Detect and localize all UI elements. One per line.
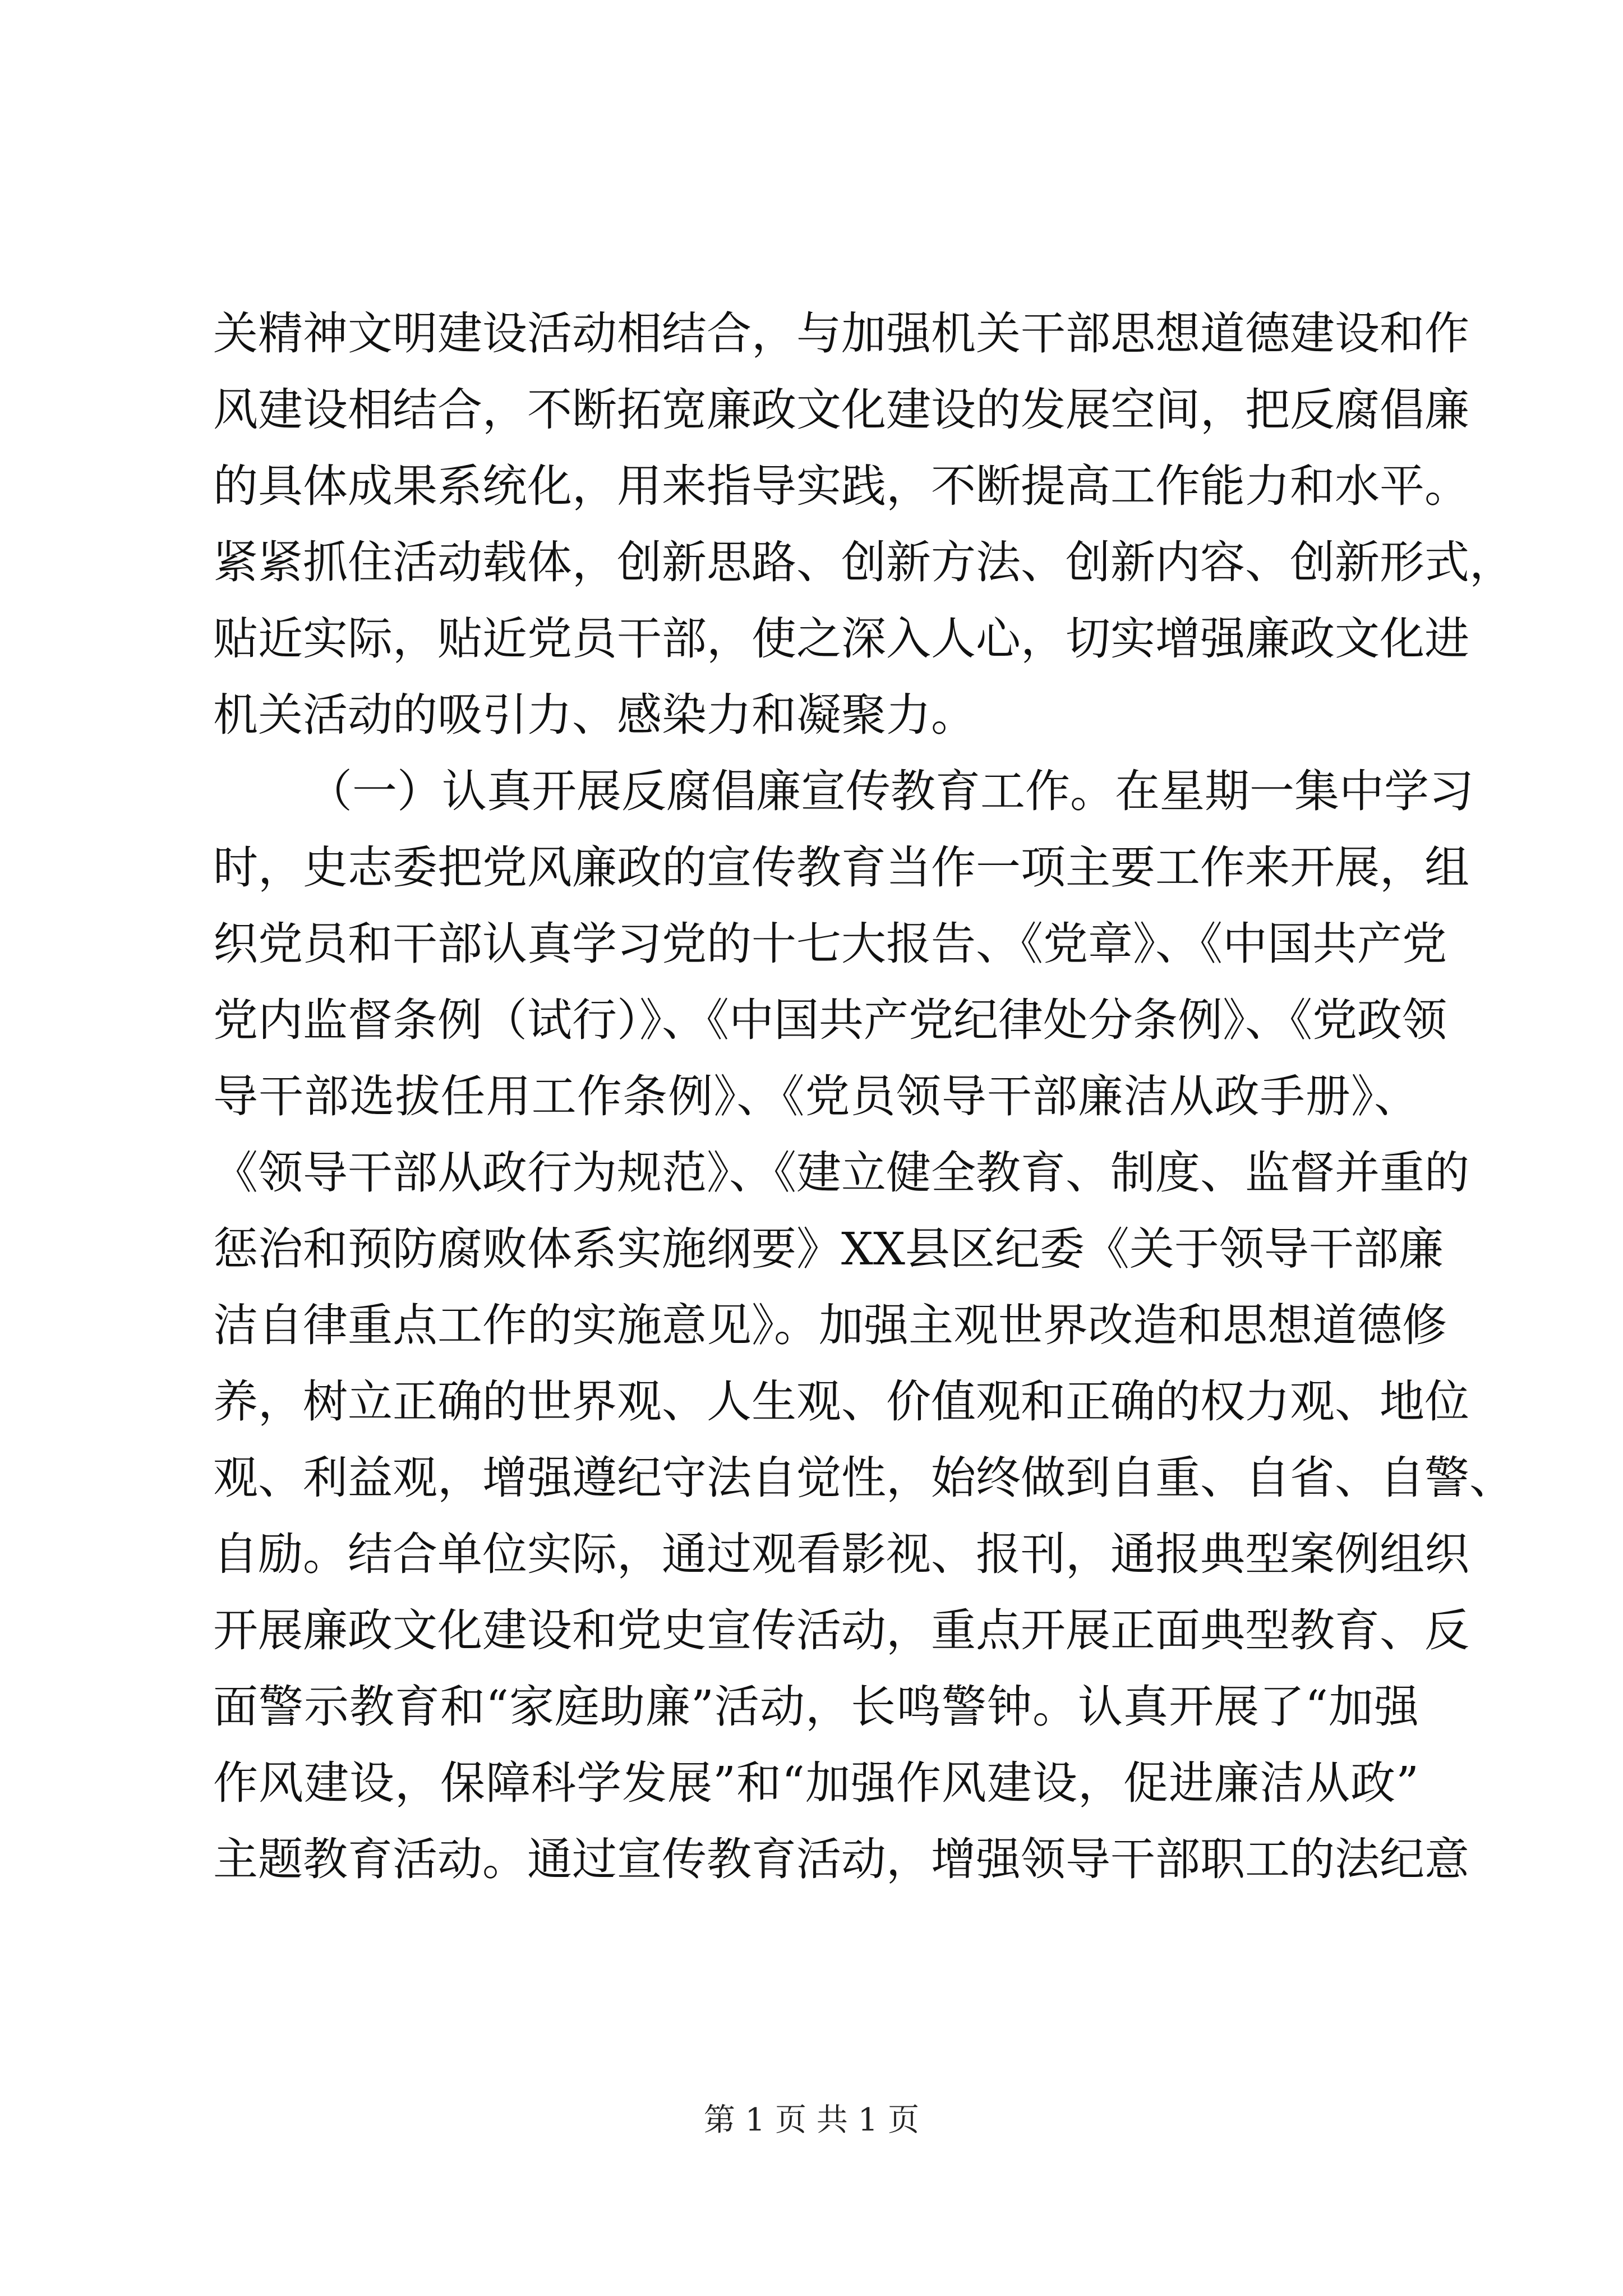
paragraph-line: 党内监督条例（试行）》、《中国共产党纪律处分条例》、《党政领	[213, 994, 1447, 1046]
paragraph-line: 开展廉政文化建设和党史宣传活动，重点开展正面典型教育、反	[213, 1604, 1469, 1657]
section-heading-line: （一）认真开展反腐倡廉宣传教育工作。在星期一集中学习	[307, 765, 1474, 817]
paragraph-line: 作风建设，保障科学发展”和“加强作风建设，促进廉洁从政”	[213, 1757, 1419, 1809]
paragraph-line: 的具体成果系统化，用来指导实践，不断提高工作能力和水平。	[213, 460, 1469, 512]
paragraph-line: 贴近实际，贴近党员干部，使之深入人心，切实增强廉政文化进	[213, 613, 1469, 665]
paragraph-line: 自励。结合单位实际，通过观看影视、报刊，通报典型案例组织	[213, 1528, 1469, 1580]
paragraph-line: 关精神文明建设活动相结合，与加强机关干部思想道德建设和作	[213, 307, 1469, 360]
paragraph-line: 养，树立正确的世界观、人生观、价值观和正确的权力观、地位	[213, 1375, 1469, 1428]
paragraph-line: 面警示教育和“家庭助廉”活动，长鸣警钟。认真开展了“加强	[213, 1681, 1419, 1733]
paragraph-line: 机关活动的吸引力、感染力和凝聚力。	[213, 689, 976, 741]
paragraph-line: 主题教育活动。通过宣传教育活动，增强领导干部职工的法纪意	[213, 1833, 1469, 1885]
paragraph-line: 紧紧抓住活动载体，创新思路、创新方法、创新内容、创新形式，	[213, 536, 1514, 588]
paragraph-line: 风建设相结合，不断拓宽廉政文化建设的发展空间，把反腐倡廉	[213, 384, 1469, 436]
paragraph-line: 洁自律重点工作的实施意见》。加强主观世界改造和思想道德修	[213, 1299, 1447, 1351]
paragraph-line: 织党员和干部认真学习党的十七大报告、《党章》、《中国共产党	[213, 918, 1447, 970]
page-number-footer: 第 1 页 共 1 页	[703, 2102, 920, 2138]
paragraph-line: 《领导干部从政行为规范》、《建立健全教育、制度、监督并重的	[213, 1147, 1469, 1199]
paragraph-line: 时，史志委把党风廉政的宣传教育当作一项主要工作来开展，组	[213, 841, 1469, 894]
paragraph-line: 惩治和预防腐败体系实施纲要》XX县区纪委《关于领导干部廉	[213, 1223, 1444, 1275]
paragraph-line: 导干部选拔任用工作条例》、《党员领导干部廉洁从政手册》、	[213, 1070, 1419, 1122]
paragraph-line: 观、利益观，增强遵纪守法自觉性，始终做到自重、自省、自警、	[213, 1452, 1514, 1504]
